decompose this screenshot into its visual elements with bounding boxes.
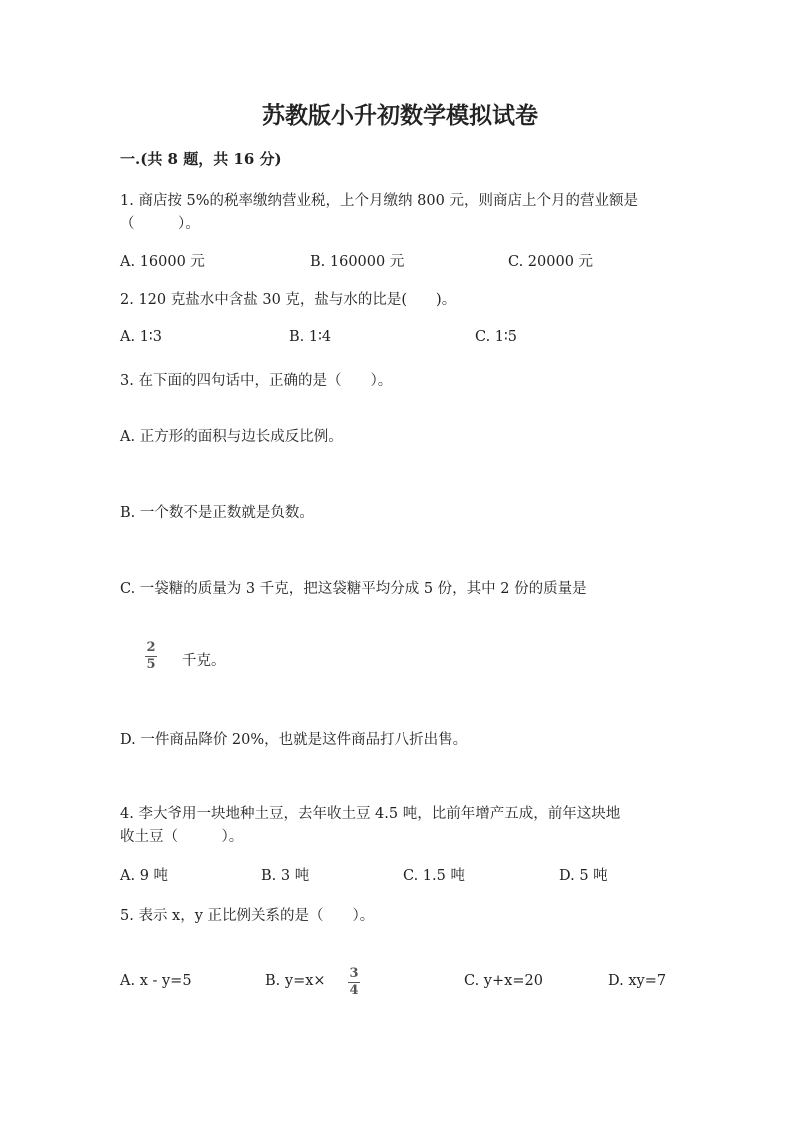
question-2-text: 2. 120 克盐水中含盐 30 克，盐与水的比是( )。 bbox=[120, 292, 457, 308]
question-3-option-c: C. 一袋糖的质量为 3 千克，把这袋糖平均分成 5 份，其中 2 份的质量是 bbox=[120, 581, 587, 597]
fraction-denominator: 5 bbox=[146, 657, 156, 672]
section-heading: 一.(共 8 题，共 16 分) bbox=[120, 150, 282, 168]
fraction-numerator: 3 bbox=[349, 966, 359, 981]
question-4-option-d: D. 5 吨 bbox=[559, 868, 608, 884]
question-4-text: 4. 李大爷用一块地种土豆，去年收土豆 4.5 吨，比前年增产五成，前年这块地 bbox=[120, 806, 621, 822]
question-5-text: 5. 表示 x，y 正比例关系的是（ ）。 bbox=[120, 908, 375, 924]
question-5-option-c: C. y+x=20 bbox=[464, 973, 543, 989]
question-1-option-b: B. 160000 元 bbox=[310, 254, 405, 270]
page-title: 苏教版小升初数学模拟试卷 bbox=[262, 102, 538, 129]
question-5-option-b: B. y=x× bbox=[265, 973, 326, 989]
fraction-denominator: 4 bbox=[349, 983, 359, 998]
question-1-text: 1. 商店按 5%的税率缴纳营业税，上个月缴纳 800 元，则商店上个月的营业额是 bbox=[120, 193, 638, 209]
question-2-option-b: B. 1∶4 bbox=[289, 329, 332, 345]
question-3-option-b: B. 一个数不是正数就是负数。 bbox=[120, 505, 314, 521]
question-4-option-a: A. 9 吨 bbox=[120, 868, 169, 884]
fraction-numerator: 2 bbox=[146, 640, 156, 655]
question-3-fraction bbox=[143, 641, 159, 672]
question-2-option-a: A. 1∶3 bbox=[120, 329, 162, 345]
question-3-option-d: D. 一件商品降价 20%，也就是这件商品打八折出售。 bbox=[120, 732, 468, 748]
question-5-fraction bbox=[346, 967, 362, 998]
question-3-option-a: A. 正方形的面积与边长成反比例。 bbox=[120, 429, 343, 445]
question-3-option-c-unit: 千克。 bbox=[182, 653, 226, 669]
question-2-option-c: C. 1∶5 bbox=[475, 329, 518, 345]
question-5-option-a: A. x - y=5 bbox=[120, 973, 192, 989]
question-1-option-c: C. 20000 元 bbox=[508, 254, 594, 270]
question-5-option-d: D. xy=7 bbox=[608, 973, 667, 989]
question-1-blank: （ ）。 bbox=[120, 216, 200, 232]
question-4-option-c: C. 1.5 吨 bbox=[403, 868, 465, 884]
question-1-option-a: A. 16000 元 bbox=[120, 254, 205, 270]
question-3-text: 3. 在下面的四句话中，正确的是（ ）。 bbox=[120, 373, 393, 389]
question-4-blank: 收土豆（ ）。 bbox=[120, 829, 244, 845]
question-4-option-b: B. 3 吨 bbox=[261, 868, 310, 884]
